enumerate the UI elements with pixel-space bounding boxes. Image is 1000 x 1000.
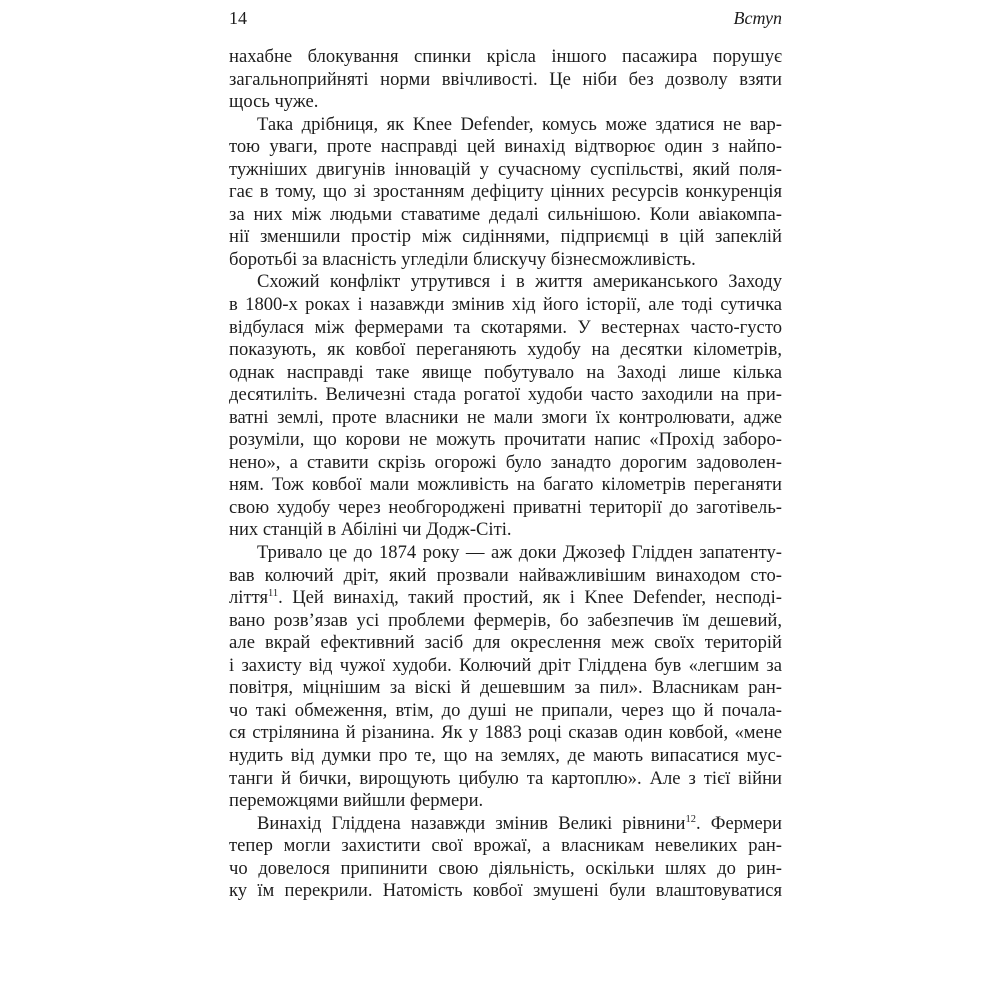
text-line: загальноприйняті норми ввічливості. Це ніби без дозволу взяти <box>229 68 782 90</box>
text-fragment: Винахід Гліддена назавжди змінив Великі рівнини <box>257 812 686 834</box>
text-line: нії зменшили простір між сидіннями, підприємці в цій запеклій <box>229 226 782 248</box>
text-line: гає в тому, що зі зростанням дефіциту цінних ресурсів конкуренція <box>229 181 782 203</box>
section-title: Вступ <box>733 8 782 28</box>
text-line <box>229 587 782 610</box>
page-number: 14 <box>229 8 247 28</box>
text-line: однак насправді таке явище побутувало на Заході лише кілька <box>229 361 782 383</box>
paragraph-3 <box>229 271 782 542</box>
text-fragment: . Фермери <box>695 812 782 834</box>
text-line: нудить від думки про те, що на землях, де мають випасатися мус- <box>229 744 782 766</box>
text-line: за них між людьми ставатиме дедалі сильнішою. Коли авіакомпа- <box>229 203 782 225</box>
text-line: нахабне блокування спинки крісла іншого пасажира порушує <box>229 46 782 67</box>
paragraph-5 <box>229 813 782 903</box>
paragraph-4 <box>229 542 782 813</box>
text-line: розуміли, що корови не можуть прочитати напис «Прохід заборо- <box>229 429 782 451</box>
text-line: переможцями вийшли фермери. <box>229 790 484 812</box>
text-fragment: . Цей винахід, такий простий, як і Knee Defender, несподі- <box>278 587 782 609</box>
text-line: Тривало це до 1874 року — аж доки Джозеф Глідден запатенту- <box>257 542 782 564</box>
text-line: Така дрібниця, як Knee Defender, комусь може здатися не вар- <box>257 113 782 135</box>
text-line: Схожий конфлікт утрутився і в життя американського Заходу <box>257 271 782 293</box>
text-fragment: ліття <box>229 587 269 609</box>
text-line: них станцій в Абіліні чи Додж-Сіті. <box>229 519 512 541</box>
text-line: ся стрілянина й різанина. Як у 1883 році сказав один ковбой, «мене <box>229 722 782 744</box>
text-line: чо такі обмеження, втім, до душі не припали, через що й почала- <box>229 699 782 721</box>
text-line: тою уваги, проте насправді цей винахід відтворює один з найпо- <box>229 136 782 158</box>
text-line: але вкрай ефективний засіб для окреслення меж своїх територій <box>229 632 782 654</box>
text-line: тужніших двигунів інновацій у сучасному суспільстві, який поля- <box>229 158 782 180</box>
text-line: свою худобу через необгороджені приватні території до заготівель- <box>229 496 782 518</box>
text-line: тепер могли захистити свої врожаї, а власникам невеликих ран- <box>229 835 782 857</box>
text-line: вано розв’язав усі проблеми фермерів, бо забезпечив їм дешевий, <box>229 609 782 631</box>
paragraph-1 <box>229 46 782 114</box>
text-line: ку їм перекрили. Натомість ковбої змушені були влаштовуватися <box>229 880 782 902</box>
text-line: танги й бички, вирощують цибулю та картоплю». Але з тієї війни <box>229 767 782 789</box>
footnote-ref-12[interactable]: 12 <box>685 813 696 825</box>
paragraph-2 <box>229 114 782 272</box>
text-line: нено», а ставити скрізь огорожі було занадто дорогим задоволен- <box>229 451 782 473</box>
running-header <box>229 8 782 32</box>
text-line: чо довелося припинити свою діяльність, оскільки шлях до рин- <box>229 857 782 879</box>
text-line <box>229 813 782 836</box>
text-line: боротьбі за власність угледіли блискучу бізнесможливість. <box>229 248 696 270</box>
text-line: показують, як ковбої переганяють худобу на десятки кілометрів, <box>229 339 782 361</box>
text-line: десятиліть. Величезні стада рогатої худоби часто заходили на при- <box>229 384 782 406</box>
text-line: вав колючий дріт, який прозвали найважливішим винаходом сто- <box>229 564 782 586</box>
footnote-ref-11[interactable]: 11 <box>268 588 279 600</box>
text-line: повітря, міцнішим за віскі й дешевшим за пил». Власникам ран- <box>229 677 782 699</box>
text-line: ням. Тож ковбої мали можливість на багато кілометрів переганяти <box>229 474 782 496</box>
body-text <box>229 46 782 903</box>
text-line: ватні землі, проте власники не мали змоги їх контролювати, адже <box>229 406 782 428</box>
text-line: відбулася між фермерами та скотарями. У вестернах часто-густо <box>229 316 782 338</box>
text-line: і захисту від чужої худоби. Колючий дріт Гліддена був «легшим за <box>229 654 782 676</box>
text-line: щось чуже. <box>229 91 319 113</box>
text-line: в 1800-х роках і назавжди змінив хід його історії, але тоді сутичка <box>229 294 782 316</box>
